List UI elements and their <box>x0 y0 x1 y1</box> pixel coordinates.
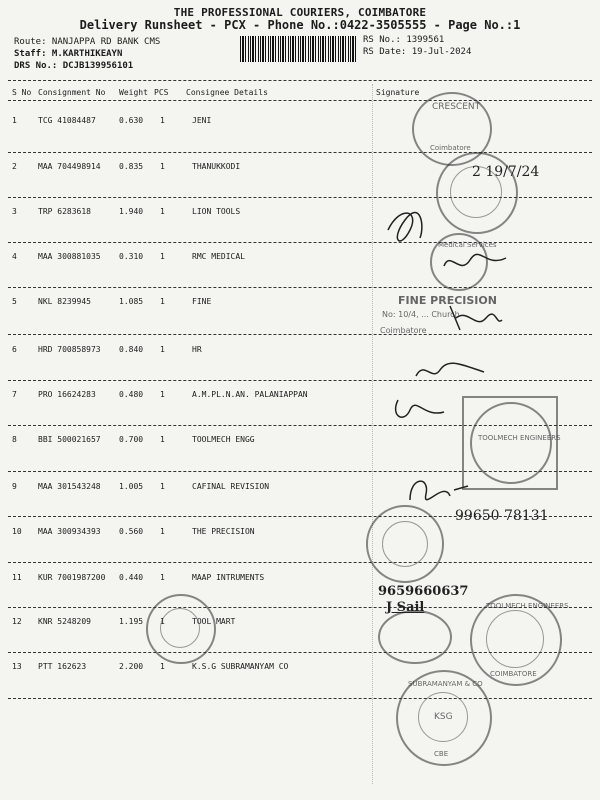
row-consignee: LION TOOLS <box>192 207 241 216</box>
row-consignee: A.M.PL.N.AN. PALANIAPPAN <box>192 390 308 399</box>
row-consignment: TCG 41084487 <box>38 116 96 125</box>
route-text: Route: NANJAPPA RD BANK CMS <box>14 37 161 47</box>
signature-row-2: 2 19/7/24 <box>472 164 540 180</box>
crescent-stamp-city: Coimbatore <box>430 144 471 152</box>
ksg-stamp-ring: SUBRAMANYAM & CO <box>408 680 483 688</box>
row-consignee: TOOLMECH ENGG <box>192 435 255 444</box>
rs-info <box>363 34 471 58</box>
toolmech-square-stamp <box>462 396 561 490</box>
phone-row-9: 99650 78131 <box>455 508 549 524</box>
table-row <box>0 116 600 160</box>
col-header-sno: S No <box>12 88 32 97</box>
row-consignment: MAA 301543248 <box>38 482 101 491</box>
row-weight: 1.940 <box>119 207 144 216</box>
row-consignee: THE PRECISION <box>192 527 255 536</box>
runsheet-subtitle: Delivery Runsheet - PCX - Phone No.:0422-3505555 - Page No.:1 <box>79 18 521 32</box>
rs-date: RS Date: 19-Jul-2024 <box>363 47 472 57</box>
row-consignee: JENI <box>192 116 212 125</box>
row-weight: 0.310 <box>119 252 144 261</box>
row-consignee: THANUKKODI <box>192 162 241 171</box>
row-weight: 0.840 <box>119 345 144 354</box>
company-title: THE PROFESSIONAL COURIERS, COIMBATORE <box>173 6 427 19</box>
col-header-pcs: PCS <box>154 88 169 97</box>
barcode <box>240 36 356 62</box>
fine-stamp-line2: No: 10/4, ... Church <box>382 310 460 319</box>
toolmech-stamp-ring <box>470 402 561 484</box>
stamp-inner-ring <box>382 521 428 567</box>
row-consignee: TOOL MART <box>192 617 236 626</box>
row-consignee: K.S.G SUBRAMANYAM CO <box>192 662 289 671</box>
ksg-stamp-city: CBE <box>434 750 449 758</box>
row-pcs: 1 <box>160 390 165 399</box>
table-row <box>0 252 600 296</box>
row-12-small-stamp <box>378 610 452 664</box>
row-divider <box>8 698 592 699</box>
toolmech-stamp-text: TOOLMECH ENGINEERS <box>478 434 561 442</box>
row-weight: 2.200 <box>119 662 144 671</box>
row-sno: 8 <box>12 435 17 444</box>
signature-row-7 <box>388 396 448 426</box>
rs-number: RS No.: 1399561 <box>363 35 445 45</box>
toolmech-round-text: TOOLMECH ENGINEERS <box>486 602 569 610</box>
row-pcs: 1 <box>160 207 165 216</box>
table-row <box>0 345 600 389</box>
row-consignment: MAA 704498914 <box>38 162 101 171</box>
row-sno: 9 <box>12 482 17 491</box>
row-divider <box>8 242 592 243</box>
row-weight: 1.005 <box>119 482 144 491</box>
row-10-stamp <box>366 505 444 583</box>
medical-stamp-text: Medical Services <box>438 241 497 249</box>
row-pcs: 1 <box>160 116 165 125</box>
table-row <box>0 527 600 571</box>
row-consignee: FINE <box>192 297 212 306</box>
signature-row-3 <box>380 200 430 244</box>
row-pcs: 1 <box>160 617 165 626</box>
ksg-stamp-center: KSG <box>434 712 453 722</box>
row-sno: 11 <box>12 573 22 582</box>
row-consignment: KNR 5248209 <box>38 617 91 626</box>
row-consignment: NKL 8239945 <box>38 297 91 306</box>
stamp-inner-ring <box>160 608 200 648</box>
signature-row-5 <box>446 300 506 334</box>
col-header-weight: Weight <box>119 88 148 97</box>
name-row-11: J Sail <box>386 600 425 615</box>
row-consignee: MAAP INTRUMENTS <box>192 573 265 582</box>
row-divider <box>8 287 592 288</box>
row-weight: 0.835 <box>119 162 144 171</box>
row-pcs: 1 <box>160 162 165 171</box>
signature-row-6 <box>410 356 490 386</box>
toolmech-round-city: COIMBATORE <box>490 670 537 678</box>
row-divider <box>8 562 592 563</box>
fine-stamp-line1: FINE PRECISION <box>398 294 497 307</box>
row-consignment: TRP 6283618 <box>38 207 91 216</box>
row-consignment: HRD 700858973 <box>38 345 101 354</box>
row-pcs: 1 <box>160 252 165 261</box>
col-header-signature: Signature <box>376 88 420 97</box>
header-divider-top <box>8 80 592 81</box>
row-sno: 12 <box>12 617 22 626</box>
row-weight: 0.700 <box>119 435 144 444</box>
row-weight: 0.560 <box>119 527 144 536</box>
route-info <box>14 36 160 72</box>
phone-row-11: 9659660637 <box>378 584 469 599</box>
crescent-stamp-text: CRESCENT <box>432 102 481 112</box>
row-pcs: 1 <box>160 527 165 536</box>
row-sno: 10 <box>12 527 22 536</box>
row-pcs: 1 <box>160 662 165 671</box>
row-divider <box>8 380 592 381</box>
row-sno: 7 <box>12 390 17 399</box>
row-sno: 5 <box>12 297 17 306</box>
row-weight: 0.630 <box>119 116 144 125</box>
row-pcs: 1 <box>160 345 165 354</box>
row-consignment: PRO 16624283 <box>38 390 96 399</box>
staff-text: Staff: M.KARTHIKEAYN <box>14 49 123 59</box>
row-sno: 1 <box>12 116 17 125</box>
signature-row-9 <box>404 470 474 506</box>
col-header-consignment: Consignment No <box>38 88 106 97</box>
row-consignment: PTT 162623 <box>38 662 87 671</box>
row-sno: 3 <box>12 207 17 216</box>
tool-mart-stamp <box>146 594 216 664</box>
row-sno: 2 <box>12 162 17 171</box>
row-consignee: RMC MEDICAL <box>192 252 245 261</box>
row-consignment: BBI 500021657 <box>38 435 101 444</box>
row-consignment: KUR 7001987200 <box>38 573 106 582</box>
row-consignee: CAFINAL REVISION <box>192 482 270 491</box>
header-divider-bottom <box>8 100 592 101</box>
row-weight: 0.440 <box>119 573 144 582</box>
row-weight: 0.480 <box>119 390 144 399</box>
stamp-inner-ring <box>486 610 544 668</box>
toolmech-round-stamp <box>470 594 569 686</box>
row-weight: 1.085 <box>119 297 144 306</box>
row-pcs: 1 <box>160 482 165 491</box>
row-sno: 4 <box>12 252 17 261</box>
row-pcs: 1 <box>160 297 165 306</box>
row-consignee: HR <box>192 345 202 354</box>
row-sno: 13 <box>12 662 22 671</box>
row-consignment: MAA 300881035 <box>38 252 101 261</box>
row-sno: 6 <box>12 345 17 354</box>
fine-stamp-line3: Coimbatore <box>380 326 427 335</box>
row-weight: 1.195 <box>119 617 144 626</box>
ksg-stamp <box>396 670 492 766</box>
row-divider <box>8 152 592 153</box>
col-header-consignee: Consignee Details <box>186 88 268 97</box>
signature-row-4 <box>440 248 510 278</box>
row-pcs: 1 <box>160 435 165 444</box>
row-pcs: 1 <box>160 573 165 582</box>
drs-text: DRS No.: DCJB139956101 <box>14 61 134 71</box>
row-consignment: MAA 300934393 <box>38 527 101 536</box>
